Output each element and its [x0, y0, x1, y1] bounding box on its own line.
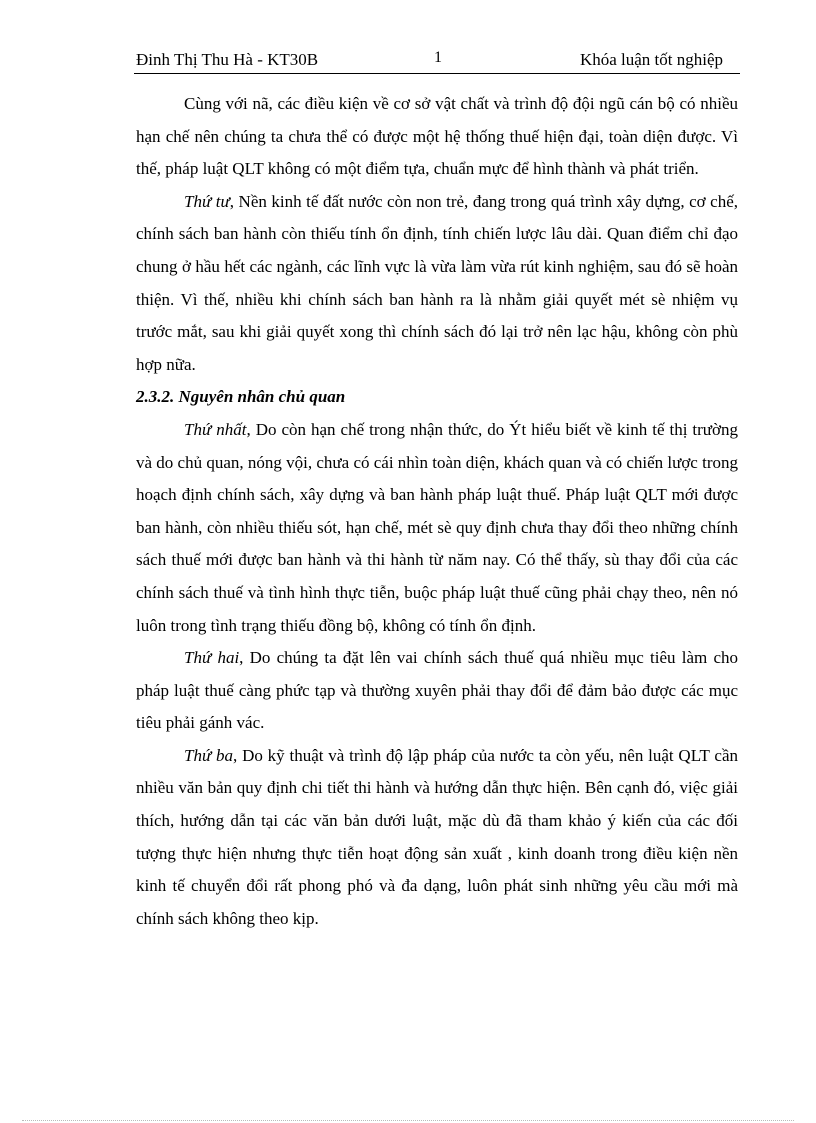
page-bottom-divider [22, 1120, 794, 1121]
paragraph-4-text: , Do chúng ta đặt lên vai chính sách thuế quá nhiều mục tiêu làm cho pháp luật thuế càng phức tạp và thường xuyên phải thay đổi để đảm bảo được các mục tiêu phải gánh vác. [136, 648, 738, 733]
paragraph-3-lead: Thứ nhất [184, 419, 247, 439]
document-body [136, 88, 738, 935]
paragraph-5-lead: Thứ ba [184, 745, 234, 765]
paragraph-2-lead: Thứ tư [184, 191, 230, 211]
page-number: 1 [434, 49, 442, 66]
paragraph-2 [136, 186, 738, 382]
paragraph-1: Cùng với nã, các điều kiện về cơ sở vật chất và trình độ đội ngũ cán bộ có nhiều hạn chế nên chúng ta chưa thể có được một hệ thống thuế hiện đại, toàn diện được. Vì thế, pháp luật QLT không có một điểm tựa, chuẩn mực để hình thành và phát triển. [136, 94, 738, 179]
section-heading: 2.3.2. Nguyên nhân chủ quan [136, 387, 346, 407]
paragraph-5 [136, 740, 738, 936]
header-doc-type: Khóa luận tốt nghiệp [579, 50, 723, 69]
paragraph-4-lead: Thứ hai [184, 648, 240, 668]
paragraph-5-text: , Do kỹ thuật và trình độ lập pháp của nước ta còn yếu, nên luật QLT cần nhiều văn bản quy định chi tiết thi hành và hướng dẫn thực hiện. Bên cạnh đó, việc giải thích, hướng dẫn tại các văn bản dưới luật, mặc dù đã tham khảo ý kiến của các đối tượng thực hiện nhưng thực tiễn hoạt động sản xuất , kinh doanh trong điều kiện nền kinh tế chuyển đổi rất phong phó và đa dạng, luôn phát sinh những yêu cầu mới mà chính sách không theo kịp. [136, 745, 738, 928]
paragraph-3 [136, 414, 738, 642]
paragraph-3-text: , Do còn hạn chế trong nhận thức, do Ýt hiểu biết về kinh tế thị trường và do chủ quan, nóng vội, chưa có cái nhìn toàn diện, khách quan và có chiến lược trong hoạch định chính sách, xây dựng và ban hành pháp luật thuế. Pháp luật QLT mới được ban hành, còn nhiều thiếu sót, hạn chế, mét sè quy định chưa thay đổi theo những chính sách thuế mới được ban hành và thi hành từ năm nay. Có thể thấy, sù thay đổi của các chính sách thuế và tình hình thực tiễn, buộc pháp luật thuế cũng phải chạy theo, nên nó luôn trong tình trạng thiếu đồng bộ, không có tính ổn định. [136, 419, 739, 635]
paragraph-2-text: , Nền kinh tế đất nước còn non trẻ, đang trong quá trình xây dựng, cơ chế, chính sách ban hành còn thiếu tính ổn định, tính chiến lược lâu dài. Quan điểm chỉ đạo chung ở hầu hết các ngành, các lĩnh vực là vừa làm vừa rút kinh nghiệm, sau đó sẽ hoàn thiện. Vì thế, nhiều khi chính sách ban hành ra là nhằm giải quyết mét sè nhiệm vụ trước mắt, sau khi giải quyết xong thì chính sách đó lại trở nên lạc hậu, không còn phù hợp nữa. [136, 191, 738, 374]
header-author: Đinh Thị Thu Hà - KT30B [136, 50, 319, 69]
paragraph-4 [136, 642, 738, 740]
page-header [134, 49, 740, 74]
